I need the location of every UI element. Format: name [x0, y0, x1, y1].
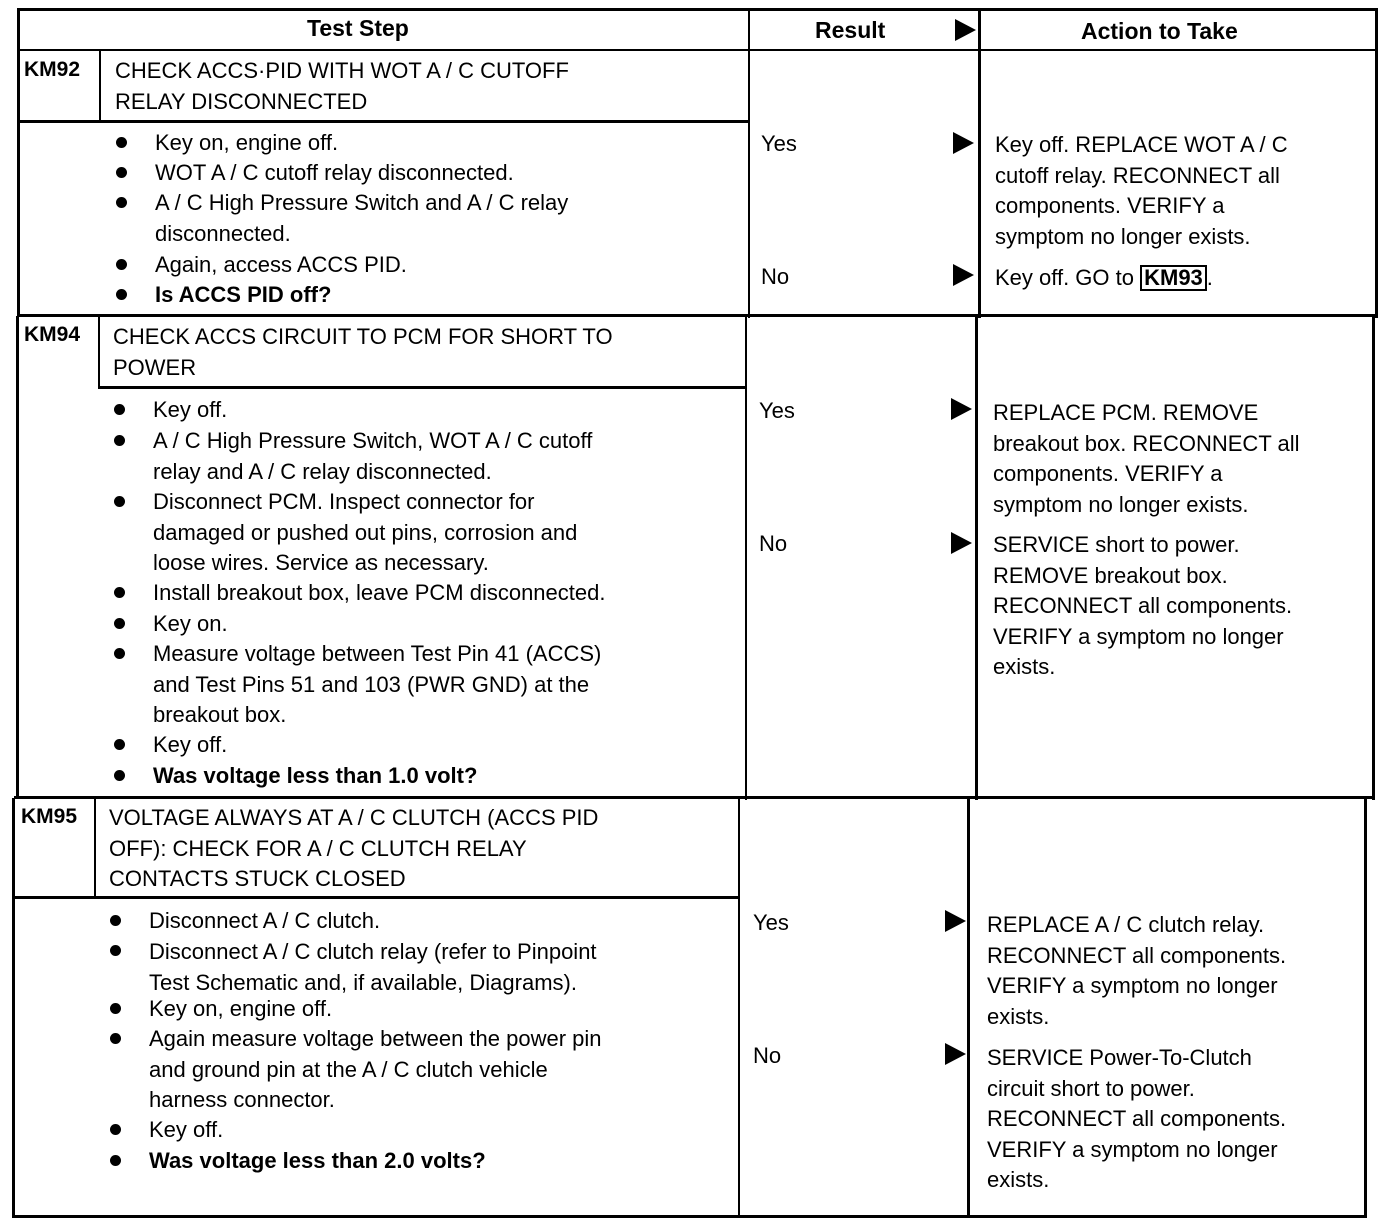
arrow-right-icon	[951, 398, 972, 420]
step-instruction: A / C High Pressure Switch and A / C relay disconnected.	[155, 190, 569, 246]
km95-code-divider	[94, 798, 96, 897]
step-title: CHECK ACCS·PID WITH WOT A / C CUTOFF RELAY DISCONNECTED	[115, 58, 569, 114]
header-result: Result	[815, 17, 886, 43]
bullet-icon	[110, 945, 121, 956]
action-text: SERVICE Power-To-Clutch circuit short to power. RECONNECT all components. VERIFY a symptom no longer exists.	[987, 1045, 1287, 1192]
step-instruction: Key on, engine off.	[155, 130, 339, 155]
step-instruction: Key off.	[153, 732, 228, 757]
result-yes: Yes	[753, 910, 789, 935]
step-instruction: A / C High Pressure Switch, WOT A / C cutoff relay and A / C relay disconnected.	[153, 428, 593, 484]
table-left-border-3	[12, 798, 15, 1218]
km92-code-divider	[99, 51, 101, 121]
km95-title-bottom	[12, 896, 739, 899]
step-instruction: Key on, engine off.	[149, 996, 333, 1021]
bullet-icon	[116, 137, 127, 148]
col-divider-action	[978, 8, 981, 318]
km92-title-bottom	[17, 120, 749, 123]
bullet-icon	[116, 289, 127, 300]
arrow-right-icon	[953, 132, 974, 154]
table-right-border-2	[1372, 316, 1375, 800]
arrow-right-icon	[953, 264, 974, 286]
row-separator-2	[14, 796, 1374, 799]
step-instruction: Key on.	[153, 611, 228, 636]
step-title: CHECK ACCS CIRCUIT TO PCM FOR SHORT TO POWER	[113, 324, 613, 380]
step-instruction: Key off.	[149, 1117, 224, 1142]
step-question: Was voltage less than 1.0 volt?	[153, 763, 478, 788]
step-instruction: Again, access ACCS PID.	[155, 252, 407, 277]
arrow-right-icon	[945, 910, 966, 932]
step-instruction: WOT A / C cutoff relay disconnected.	[155, 160, 514, 185]
step-instruction: Disconnect A / C clutch.	[149, 908, 381, 933]
step-code: KM94	[24, 323, 81, 346]
bullet-icon	[114, 648, 125, 659]
step-reference-link[interactable]: KM93	[1140, 265, 1207, 291]
action-text: Key off. REPLACE WOT A / C cutoff relay. RECONNECT all components. VERIFY a symptom no longer exists.	[995, 132, 1288, 249]
col-divider-result-3	[738, 798, 740, 1218]
col-divider-result	[748, 8, 750, 318]
bullet-icon	[116, 167, 127, 178]
table-right-border-3	[1364, 798, 1367, 1218]
col-divider-action-3	[967, 798, 970, 1218]
action-text: Key off. GO to KM93 .	[995, 265, 1213, 290]
step-code: KM95	[21, 805, 78, 828]
header-action: Action to Take	[1081, 18, 1238, 44]
bullet-icon	[110, 1033, 121, 1044]
table-top-border	[17, 8, 1377, 11]
step-question: Was voltage less than 2.0 volts?	[149, 1148, 486, 1173]
bullet-icon	[114, 435, 125, 446]
bullet-icon	[116, 259, 127, 270]
bullet-icon	[114, 739, 125, 750]
step-instruction: Disconnect PCM. Inspect connector for damaged or pushed out pins, corrosion and loose wires. Service as necessary.	[153, 489, 578, 575]
bullet-icon	[114, 770, 125, 781]
col-divider-action-2	[975, 316, 978, 800]
step-code: KM92	[24, 58, 81, 81]
table-left-border	[17, 8, 20, 316]
step-title: VOLTAGE ALWAYS AT A / C CLUTCH (ACCS PID OFF): CHECK FOR A / C CLUTCH RELAY CONTACTS STUCK CLOSED	[109, 805, 599, 891]
table-left-border-2	[16, 316, 19, 798]
result-no: No	[759, 531, 788, 556]
bullet-icon	[114, 404, 125, 415]
step-instruction: Measure voltage between Test Pin 41 (ACCS) and Test Pins 51 and 103 (PWR GND) at the breakout box.	[153, 641, 602, 727]
bullet-icon	[114, 587, 125, 598]
arrow-right-icon	[951, 532, 972, 554]
result-no: No	[753, 1043, 782, 1068]
result-yes: Yes	[759, 398, 795, 423]
action-text: REPLACE PCM. REMOVE breakout box. RECONNECT all components. VERIFY a symptom no longer exists.	[993, 400, 1300, 517]
step-question: Is ACCS PID off?	[155, 282, 332, 307]
step-instruction: Key off.	[153, 397, 228, 422]
step-instruction: Again measure voltage between the power pin and ground pin at the A / C clutch vehicle harness connector.	[149, 1026, 602, 1112]
header-test-step: Test Step	[307, 15, 409, 41]
table-right-border	[1375, 8, 1378, 318]
km94-title-bottom	[98, 386, 746, 389]
result-yes: Yes	[761, 131, 797, 156]
bullet-icon	[110, 1124, 121, 1135]
arrow-right-icon	[945, 1043, 966, 1065]
action-text: SERVICE short to power. REMOVE breakout box. RECONNECT all components. VERIFY a symptom no longer exists.	[993, 532, 1293, 679]
step-instruction: Disconnect A / C clutch relay (refer to Pinpoint Test Schematic and, if available, Diagrams).	[149, 939, 597, 995]
bullet-icon	[116, 197, 127, 208]
bullet-icon	[114, 496, 125, 507]
km94-code-divider	[98, 316, 100, 387]
bullet-icon	[110, 915, 121, 926]
header-bottom-border	[17, 49, 1377, 51]
bullet-icon	[110, 1003, 121, 1014]
result-no: No	[761, 264, 790, 289]
bullet-icon	[114, 618, 125, 629]
action-text: REPLACE A / C clutch relay. RECONNECT all components. VERIFY a symptom no longer exists.	[987, 912, 1287, 1029]
step-instruction: Install breakout box, leave PCM disconnected.	[153, 580, 606, 605]
table-bottom-border	[12, 1215, 1367, 1218]
bullet-icon	[110, 1155, 121, 1166]
row-separator-1	[17, 314, 1377, 317]
header-result-arrow-icon	[955, 19, 976, 41]
